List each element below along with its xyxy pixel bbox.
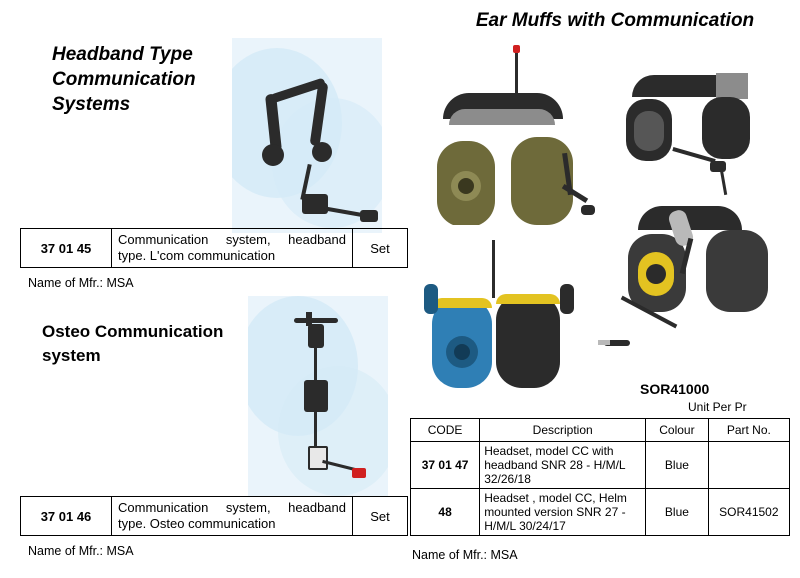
item-code: 37 01 47 [411,442,480,489]
osteo-communication-system-photo [248,296,388,496]
manufacturer-note-earmuffs: Name of Mfr.: MSA [412,548,518,562]
page-title-osteo: Osteo Communication system [42,322,224,365]
table-row [21,229,408,268]
code-table-osteo [20,496,408,536]
item-description: Headset , model CC, Helm mounted version SNR 27 - H/M/L 30/24/17 [480,489,646,536]
item-code: 48 [411,489,480,536]
item-colour: Blue [646,489,709,536]
code-table-headband [20,228,408,268]
manufacturer-note-osteo: Name of Mfr.: MSA [28,544,134,558]
column-header-part-no: Part No. [708,419,789,442]
item-code: 37 01 46 [21,497,112,536]
item-description: Communication system, headband type. L'com communication [112,229,353,268]
item-part-no [708,442,789,489]
item-part-no: SOR41502 [708,489,789,536]
table-row [21,497,408,536]
column-header-colour: Colour [646,419,709,442]
blue-helmet-mounted-ear-muff-photo [418,240,593,400]
item-colour: Blue [646,442,709,489]
black-ear-muff-with-mic-photo [618,65,768,200]
unit-per-pr-note: Unit Per Pr [688,400,747,414]
olive-ear-muff-with-boom-mic-photo [415,45,600,225]
column-header-description: Description [480,419,646,442]
column-header-code: CODE [411,419,480,442]
table-row [411,442,790,489]
headband-communication-system-photo [232,38,382,233]
item-code: 37 01 45 [21,229,112,268]
page-title-earmuffs: Ear Muffs with Communication [475,10,755,31]
manufacturer-note-headband: Name of Mfr.: MSA [28,276,134,290]
item-unit: Set [353,229,408,268]
table-header-row [411,419,790,442]
item-description: Headset, model CC with headband SNR 28 - H/M/L 32/26/18 [480,442,646,489]
sor41000-ear-muff-headset-photo [598,200,788,375]
item-description: Communication system, headband type. Osteo communication [112,497,353,536]
sor-part-label: SOR41000 [640,381,710,397]
table-row [411,489,790,536]
item-unit: Set [353,497,408,536]
spec-table [410,418,790,536]
page-title-headband: Headband Type Communication Systems [52,44,196,115]
